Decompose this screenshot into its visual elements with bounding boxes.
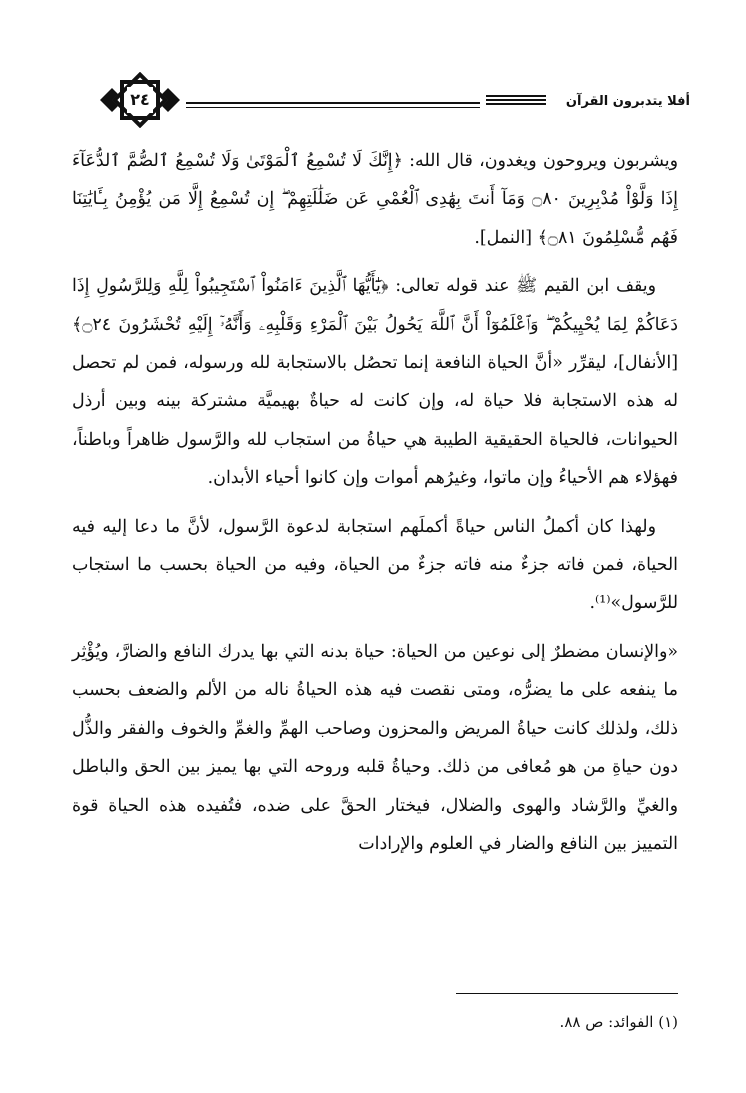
- footnote-divider: [456, 993, 678, 994]
- header-bars-ornament: [486, 95, 546, 109]
- running-title: أفلا يتدبرون القرآن: [565, 94, 690, 109]
- paragraph-3: [72, 508, 678, 623]
- paragraph-2: [72, 267, 678, 497]
- body-text: [72, 142, 678, 863]
- running-header: [90, 72, 690, 128]
- footnote: (١) الفوائد: ص ٨٨.: [559, 1013, 678, 1031]
- paragraph-3-text: ولهذا كان أكملُ الناس حياةً أكملَهم استجابة لدعوة الرَّسول، لأنَّ ما دعا إليه فيه الحياة، فمن فاته جزءٌ منه فاته جزءٌ من الحياة، وفيه من الحياة بحسب ما استجاب للرَّسول»⁽¹⁾.: [72, 516, 678, 614]
- header-rule: [186, 102, 480, 104]
- header-rule-thin: [186, 107, 480, 108]
- paragraph-4: «والإنسان مضطرٌ إلى نوعين من الحياة: حياة بدنه التي بها يدرك النافع والضارَّ، ويُؤْثِر ما ينفعه على ما يضرُّه، ومتى نقصت فيه هذه الحياةُ ناله من الألم والضعف بحسب ذلك، ولذلك كانت حياةُ المريض والمحزون وصاحب الهمِّ والغمِّ والخوف والفقر والذُّل دون حياةِ من هو مُعافى من ذلك. وحياةُ قلبه وروحه التي بها يميز بين الحق والباطل والغيِّ والرَّشاد والهوى والضلال، فيختار الحقَّ على ضده، فتُفيده هذه الحياة قوة التمييز بين النافع والضار في العلوم والإرادات: [72, 641, 678, 854]
- paragraph-2-text: ويقف ابن القيم ﷺ عند قوله تعالى: ﴿يَٰٓأَيُّهَا ٱلَّذِينَ ءَامَنُواْ ٱسْتَجِيبُواْ لِلَّهِ وَلِلرَّسُولِ إِذَا دَعَاكُمْ لِمَا يُحْيِيكُمْ ۖ وَٱعْلَمُوٓاْ أَنَّ ٱللَّهَ يَحُولُ بَيْنَ ٱلْمَرْءِ وَقَلْبِهِۦ وَأَنَّهُۥٓ إِلَيْهِ تُحْشَرُونَ ۝٢٤﴾ [الأنفال]، ليقرِّر «أنَّ الحياة النافعة إنما تحصُل بالاستجابة لله ورسوله، فمن لم تحصل له هذه الاستجابة فلا حياة له، وإن كانت له حياةٌ بهيميَّة مشتركة بينه وبين أرذل الحيوانات، فالحياة الحقيقية الطيبة هي حياةُ من استجاب لله والرَّسول ظاهراً وباطناً، فهؤلاء هم الأحياءُ وإن ماتوا، وغيرُهم أموات وإن كانوا أحياء الأبدان.: [72, 276, 678, 489]
- page-number-badge: [100, 72, 180, 128]
- paragraph-1: ويشربون ويروحون ويغدون، قال الله: ﴿إِنَّكَ لَا تُسْمِعُ ٱلْمَوْتَىٰ وَلَا تُسْمِعُ ٱلصُّمَّ ٱلدُّعَآءَ إِذَا وَلَّوْاْ مُدْبِرِينَ ۝٨٠ وَمَآ أَنتَ بِهَٰدِى ٱلْعُمْىِ عَن ضَلَٰلَتِهِمْ ۖ إِن تُسْمِعُ إِلَّا مَن يُؤْمِنُ بِـَٔايَٰتِنَا فَهُم مُّسْلِمُونَ ۝٨١﴾ [النمل].: [72, 151, 678, 248]
- page-number: ٢٤: [130, 90, 150, 109]
